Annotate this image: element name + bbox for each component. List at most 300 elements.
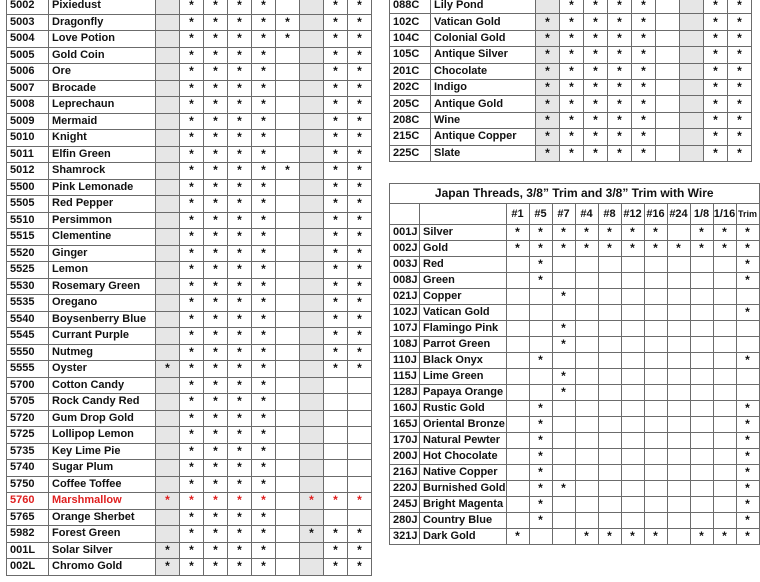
availability-mark: *: [348, 0, 372, 14]
availability-mark: [276, 295, 300, 312]
availability-mark: *: [598, 225, 621, 241]
availability-mark: *: [324, 179, 348, 196]
availability-mark: [621, 513, 644, 529]
availability-mark: *: [348, 361, 372, 378]
availability-mark: [621, 289, 644, 305]
item-code: 216J: [390, 465, 420, 481]
item-name: Clementine: [49, 229, 156, 246]
availability-mark: [276, 377, 300, 394]
availability-mark: *: [552, 369, 575, 385]
table-row: [390, 321, 760, 337]
availability-mark: *: [736, 417, 759, 433]
availability-mark: [680, 47, 704, 63]
availability-mark: *: [252, 113, 276, 130]
availability-mark: *: [608, 30, 632, 46]
availability-mark: *: [204, 509, 228, 526]
availability-mark: [276, 278, 300, 295]
item-code: 5535: [7, 295, 49, 312]
availability-mark: *: [228, 196, 252, 213]
availability-mark: [575, 449, 598, 465]
availability-mark: [156, 130, 180, 147]
availability-mark: *: [704, 145, 728, 161]
availability-mark: [156, 394, 180, 411]
availability-mark: [690, 513, 713, 529]
availability-mark: *: [736, 353, 759, 369]
availability-mark: [667, 369, 690, 385]
availability-mark: *: [348, 179, 372, 196]
availability-mark: [276, 542, 300, 559]
availability-mark: *: [704, 0, 728, 14]
availability-mark: [156, 146, 180, 163]
availability-mark: *: [536, 30, 560, 46]
availability-mark: *: [348, 526, 372, 543]
availability-mark: [598, 385, 621, 401]
availability-mark: *: [156, 361, 180, 378]
availability-mark: [156, 427, 180, 444]
availability-mark: [713, 369, 736, 385]
availability-mark: [690, 497, 713, 513]
availability-mark: [156, 476, 180, 493]
availability-mark: [656, 47, 680, 63]
availability-mark: *: [252, 443, 276, 460]
availability-mark: [276, 328, 300, 345]
table-row: [7, 31, 372, 48]
availability-mark: *: [204, 229, 228, 246]
availability-mark: *: [180, 146, 204, 163]
availability-mark: *: [324, 113, 348, 130]
item-code: 280J: [390, 513, 420, 529]
availability-mark: *: [252, 493, 276, 510]
item-code: 202C: [390, 79, 431, 95]
availability-mark: [690, 353, 713, 369]
item-name: Wine: [431, 112, 536, 128]
availability-mark: *: [736, 401, 759, 417]
availability-mark: [300, 179, 324, 196]
item-name: Vatican Gold: [431, 14, 536, 30]
availability-mark: [300, 146, 324, 163]
availability-mark: *: [632, 0, 656, 14]
item-code: 165J: [390, 417, 420, 433]
availability-mark: [644, 305, 667, 321]
availability-mark: [156, 509, 180, 526]
item-code: 5765: [7, 509, 49, 526]
availability-mark: [621, 497, 644, 513]
availability-mark: [300, 245, 324, 262]
availability-mark: [276, 47, 300, 64]
availability-mark: *: [575, 241, 598, 257]
table-row: [7, 80, 372, 97]
item-name: Pixiedust: [49, 0, 156, 14]
availability-mark: [644, 273, 667, 289]
availability-mark: *: [552, 385, 575, 401]
item-name: Papaya Orange: [420, 385, 507, 401]
availability-mark: [575, 481, 598, 497]
table-row: [7, 394, 372, 411]
availability-mark: [276, 179, 300, 196]
item-name: Indigo: [431, 79, 536, 95]
item-code: 107J: [390, 321, 420, 337]
availability-mark: *: [180, 179, 204, 196]
availability-mark: *: [560, 0, 584, 14]
availability-mark: *: [180, 196, 204, 213]
availability-mark: [598, 273, 621, 289]
availability-mark: *: [300, 526, 324, 543]
availability-mark: *: [529, 353, 552, 369]
availability-mark: [667, 353, 690, 369]
table-row: [7, 14, 372, 31]
availability-mark: [667, 289, 690, 305]
item-name: Lime Green: [420, 369, 507, 385]
table-row: [7, 344, 372, 361]
availability-mark: [156, 278, 180, 295]
availability-mark: [713, 465, 736, 481]
availability-mark: [506, 481, 529, 497]
table-row: [390, 369, 760, 385]
availability-mark: *: [621, 225, 644, 241]
availability-mark: [506, 449, 529, 465]
availability-mark: [621, 481, 644, 497]
availability-mark: *: [348, 130, 372, 147]
item-name: Love Potion: [49, 31, 156, 48]
item-name: Rustic Gold: [420, 401, 507, 417]
availability-mark: *: [529, 273, 552, 289]
availability-mark: *: [228, 113, 252, 130]
availability-mark: [680, 129, 704, 145]
column-header: #7: [552, 204, 575, 225]
availability-mark: *: [204, 476, 228, 493]
availability-mark: [156, 245, 180, 262]
availability-mark: [348, 427, 372, 444]
availability-mark: [656, 129, 680, 145]
availability-mark: [156, 410, 180, 427]
availability-mark: *: [324, 311, 348, 328]
availability-mark: *: [180, 130, 204, 147]
availability-mark: [690, 321, 713, 337]
availability-mark: *: [632, 112, 656, 128]
availability-mark: *: [156, 559, 180, 576]
availability-mark: [156, 14, 180, 31]
availability-mark: *: [180, 0, 204, 14]
availability-mark: [300, 542, 324, 559]
availability-mark: [529, 289, 552, 305]
availability-mark: [324, 410, 348, 427]
availability-mark: [300, 311, 324, 328]
availability-mark: [690, 273, 713, 289]
item-code: 5545: [7, 328, 49, 345]
availability-mark: [552, 449, 575, 465]
availability-mark: [690, 257, 713, 273]
item-name: Antique Silver: [431, 47, 536, 63]
table-row: [390, 513, 760, 529]
availability-mark: *: [204, 64, 228, 81]
availability-mark: [575, 337, 598, 353]
availability-mark: [575, 385, 598, 401]
availability-mark: [713, 481, 736, 497]
column-header: #8: [598, 204, 621, 225]
availability-mark: [598, 305, 621, 321]
item-name: Red Pepper: [49, 196, 156, 213]
availability-mark: *: [204, 410, 228, 427]
availability-mark: *: [736, 449, 759, 465]
availability-mark: *: [529, 257, 552, 273]
availability-mark: [552, 529, 575, 545]
table-row: [390, 14, 752, 30]
availability-mark: [156, 64, 180, 81]
header-blank: [390, 204, 420, 225]
availability-mark: [598, 401, 621, 417]
availability-mark: [348, 377, 372, 394]
availability-mark: *: [180, 427, 204, 444]
availability-mark: [575, 465, 598, 481]
availability-mark: *: [204, 361, 228, 378]
availability-mark: [667, 337, 690, 353]
item-name: Solar Silver: [49, 542, 156, 559]
availability-mark: *: [252, 559, 276, 576]
availability-mark: [690, 449, 713, 465]
availability-mark: *: [324, 328, 348, 345]
availability-mark: *: [529, 513, 552, 529]
availability-mark: *: [228, 542, 252, 559]
availability-mark: *: [704, 129, 728, 145]
availability-mark: *: [529, 417, 552, 433]
availability-mark: *: [252, 163, 276, 180]
availability-mark: *: [228, 394, 252, 411]
availability-mark: *: [348, 31, 372, 48]
item-code: 5982: [7, 526, 49, 543]
availability-mark: [575, 417, 598, 433]
availability-mark: *: [252, 262, 276, 279]
availability-mark: *: [736, 513, 759, 529]
availability-mark: [276, 97, 300, 114]
availability-mark: *: [529, 449, 552, 465]
availability-mark: *: [204, 179, 228, 196]
availability-mark: *: [204, 31, 228, 48]
availability-mark: *: [560, 112, 584, 128]
availability-mark: *: [324, 130, 348, 147]
availability-mark: [575, 305, 598, 321]
item-name: Key Lime Pie: [49, 443, 156, 460]
availability-mark: *: [204, 493, 228, 510]
availability-mark: [667, 225, 690, 241]
availability-mark: [690, 305, 713, 321]
availability-mark: [276, 559, 300, 576]
availability-mark: [680, 145, 704, 161]
availability-mark: [690, 385, 713, 401]
availability-mark: *: [180, 443, 204, 460]
availability-mark: *: [252, 311, 276, 328]
availability-mark: *: [204, 47, 228, 64]
availability-mark: [644, 353, 667, 369]
item-code: 5008: [7, 97, 49, 114]
availability-mark: *: [598, 529, 621, 545]
availability-mark: [300, 443, 324, 460]
availability-mark: *: [204, 262, 228, 279]
availability-mark: *: [228, 64, 252, 81]
availability-mark: *: [348, 163, 372, 180]
availability-mark: *: [348, 14, 372, 31]
availability-mark: [276, 212, 300, 229]
availability-mark: *: [728, 112, 752, 128]
availability-mark: [621, 385, 644, 401]
availability-mark: [506, 289, 529, 305]
availability-mark: *: [348, 146, 372, 163]
table-row: [7, 47, 372, 64]
availability-mark: [644, 385, 667, 401]
item-code: 110J: [390, 353, 420, 369]
availability-mark: *: [704, 79, 728, 95]
availability-mark: *: [324, 262, 348, 279]
item-name: Currant Purple: [49, 328, 156, 345]
availability-mark: [276, 245, 300, 262]
availability-mark: *: [204, 311, 228, 328]
availability-mark: [667, 465, 690, 481]
availability-mark: [348, 509, 372, 526]
availability-mark: [552, 273, 575, 289]
availability-mark: *: [228, 47, 252, 64]
availability-mark: *: [560, 129, 584, 145]
availability-mark: *: [736, 273, 759, 289]
availability-mark: *: [252, 31, 276, 48]
availability-mark: *: [536, 14, 560, 30]
column-header: 1/16: [713, 204, 736, 225]
availability-mark: [598, 513, 621, 529]
availability-mark: *: [180, 212, 204, 229]
availability-mark: *: [252, 146, 276, 163]
availability-mark: [621, 273, 644, 289]
table-row: [7, 64, 372, 81]
availability-mark: *: [529, 241, 552, 257]
item-code: 5505: [7, 196, 49, 213]
availability-mark: *: [632, 30, 656, 46]
availability-mark: *: [552, 481, 575, 497]
availability-mark: [536, 0, 560, 14]
item-name: Green: [420, 273, 507, 289]
availability-mark: *: [632, 63, 656, 79]
availability-mark: *: [228, 179, 252, 196]
availability-mark: [324, 460, 348, 477]
availability-mark: [736, 289, 759, 305]
item-name: Mermaid: [49, 113, 156, 130]
availability-mark: [156, 377, 180, 394]
availability-mark: *: [736, 529, 759, 545]
availability-mark: [300, 509, 324, 526]
availability-mark: [644, 289, 667, 305]
availability-mark: [276, 64, 300, 81]
availability-mark: [506, 513, 529, 529]
column-header: 1/8: [690, 204, 713, 225]
availability-mark: [276, 80, 300, 97]
item-code: 5520: [7, 245, 49, 262]
availability-mark: *: [228, 410, 252, 427]
availability-mark: *: [180, 163, 204, 180]
availability-mark: [552, 353, 575, 369]
table-row: [7, 460, 372, 477]
availability-mark: *: [690, 241, 713, 257]
item-code: 5002: [7, 0, 49, 14]
item-name: Orange Sherbet: [49, 509, 156, 526]
item-name: Vatican Gold: [420, 305, 507, 321]
column-header: Trim: [736, 204, 759, 225]
availability-mark: *: [324, 80, 348, 97]
availability-mark: *: [252, 47, 276, 64]
availability-mark: *: [252, 278, 276, 295]
column-header: #4: [575, 204, 598, 225]
item-code: 115J: [390, 369, 420, 385]
availability-mark: [667, 321, 690, 337]
availability-mark: [300, 328, 324, 345]
availability-mark: [667, 273, 690, 289]
availability-mark: *: [529, 433, 552, 449]
availability-mark: *: [204, 427, 228, 444]
availability-mark: *: [575, 225, 598, 241]
availability-mark: *: [348, 542, 372, 559]
availability-mark: *: [324, 493, 348, 510]
availability-mark: *: [324, 344, 348, 361]
availability-mark: *: [180, 559, 204, 576]
availability-mark: *: [228, 344, 252, 361]
item-code: 5003: [7, 14, 49, 31]
availability-mark: [300, 377, 324, 394]
availability-mark: [680, 112, 704, 128]
column-header: #12: [621, 204, 644, 225]
availability-mark: *: [536, 112, 560, 128]
availability-mark: *: [228, 295, 252, 312]
item-code: 5550: [7, 344, 49, 361]
availability-mark: *: [348, 229, 372, 246]
availability-mark: *: [632, 96, 656, 112]
availability-mark: *: [324, 245, 348, 262]
availability-mark: *: [180, 394, 204, 411]
availability-mark: *: [324, 14, 348, 31]
availability-mark: *: [552, 241, 575, 257]
item-name: Parrot Green: [420, 337, 507, 353]
table-row: [390, 257, 760, 273]
table-row: [7, 443, 372, 460]
availability-mark: *: [632, 14, 656, 30]
availability-mark: *: [621, 529, 644, 545]
availability-mark: *: [324, 97, 348, 114]
availability-mark: *: [180, 47, 204, 64]
table-row: [390, 417, 760, 433]
table-row: [7, 212, 372, 229]
availability-mark: [506, 385, 529, 401]
availability-mark: [529, 337, 552, 353]
item-code: 5500: [7, 179, 49, 196]
availability-mark: [598, 321, 621, 337]
item-name: Ginger: [49, 245, 156, 262]
table-row: [7, 0, 372, 14]
table-row: [390, 145, 752, 161]
availability-mark: *: [348, 97, 372, 114]
availability-mark: [156, 295, 180, 312]
availability-mark: [300, 460, 324, 477]
availability-mark: *: [276, 163, 300, 180]
availability-mark: [690, 465, 713, 481]
availability-mark: [348, 410, 372, 427]
availability-mark: [713, 321, 736, 337]
availability-mark: *: [736, 433, 759, 449]
availability-mark: [713, 417, 736, 433]
availability-mark: [156, 344, 180, 361]
column-header: #24: [667, 204, 690, 225]
availability-mark: [529, 385, 552, 401]
availability-mark: [667, 305, 690, 321]
availability-mark: *: [180, 542, 204, 559]
item-name: Country Blue: [420, 513, 507, 529]
availability-mark: *: [536, 96, 560, 112]
availability-mark: *: [584, 0, 608, 14]
item-name: Nutmeg: [49, 344, 156, 361]
